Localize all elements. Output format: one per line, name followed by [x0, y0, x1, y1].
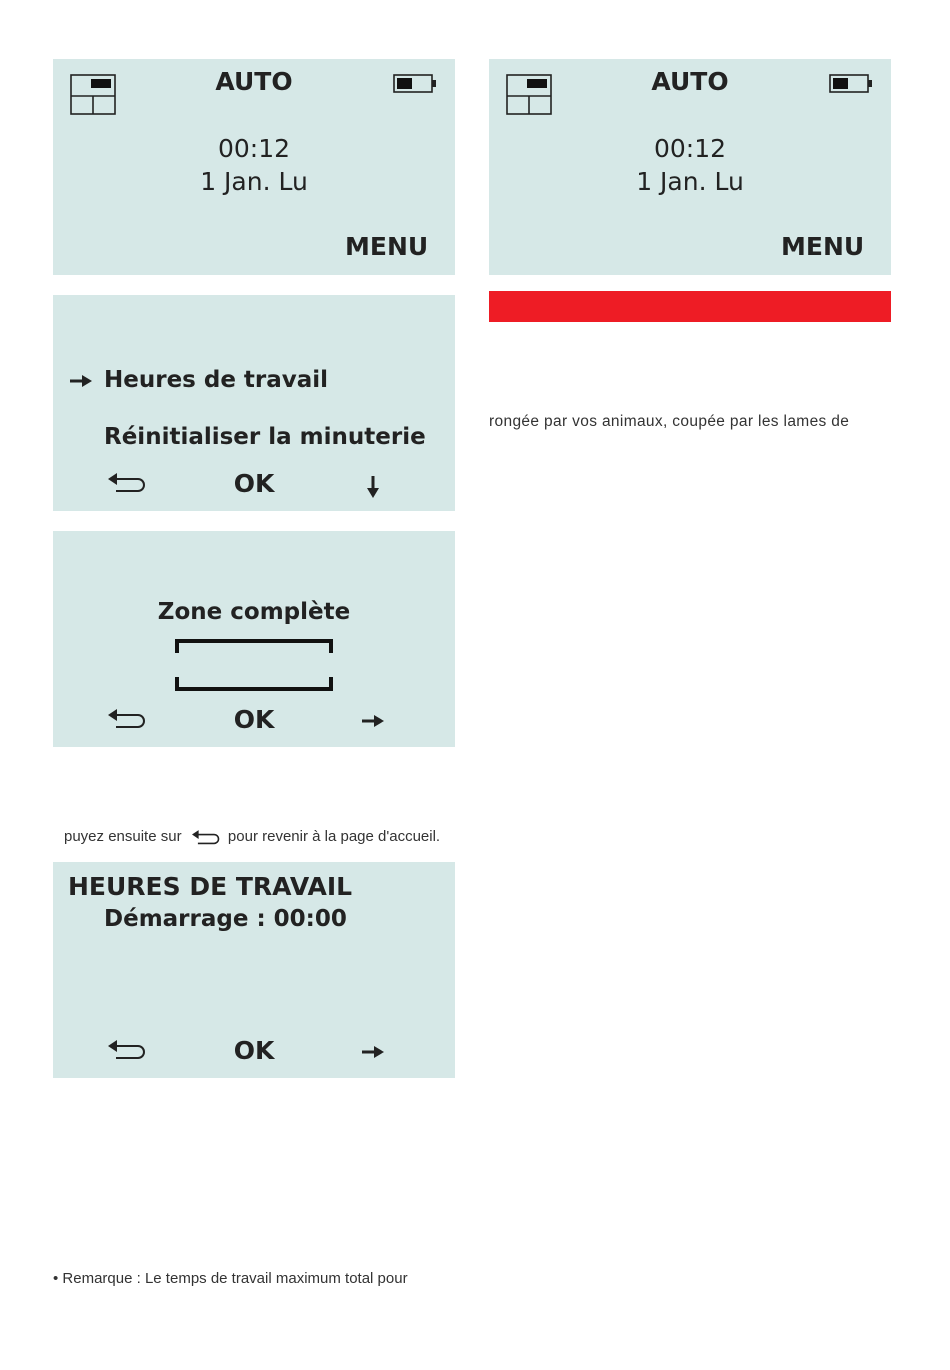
arrow-right-icon[interactable]	[361, 713, 385, 729]
back-arrow-icon[interactable]	[108, 708, 146, 730]
arrow-right-icon[interactable]	[361, 1044, 385, 1060]
home-screen-2	[489, 59, 891, 275]
zone-grid-icon	[70, 74, 116, 115]
back-arrow-icon[interactable]	[108, 472, 146, 494]
body-text-line: rongée par vos animaux, coupée par les lames de	[489, 413, 850, 430]
back-arrow-icon	[192, 829, 220, 846]
remark-text: • Remarque : Le temps de travail maximum total pour	[53, 1270, 408, 1287]
start-time-setting[interactable]: Démarrage : 00:00	[104, 906, 347, 932]
menu-item-reset-timer[interactable]: Réinitialiser la minuterie	[104, 424, 426, 450]
instruction-line	[64, 828, 440, 846]
zone-screen	[53, 531, 455, 747]
zone-label: Zone complète	[157, 599, 351, 625]
battery-icon	[393, 74, 437, 94]
clock-date: 1 Jan. Lu	[200, 167, 308, 196]
zone-grid-icon	[506, 74, 552, 115]
work-hours-screen	[53, 862, 455, 1078]
screen-title: HEURES DE TRAVAIL	[68, 872, 353, 901]
back-arrow-icon[interactable]	[108, 1039, 146, 1061]
mode-label: AUTO	[651, 67, 729, 96]
instruction-text-before: puyez ensuite sur	[64, 828, 182, 845]
menu-item-work-hours[interactable]: Heures de travail	[104, 367, 329, 393]
battery-icon	[829, 74, 873, 94]
menu-button[interactable]: MENU	[781, 232, 865, 261]
menu-screen	[53, 295, 455, 511]
ok-button[interactable]: OK	[233, 705, 275, 734]
instruction-text-after: pour revenir à la page d'accueil.	[227, 828, 441, 845]
ok-button[interactable]: OK	[233, 469, 275, 498]
mode-label: AUTO	[215, 67, 293, 96]
menu-button[interactable]: MENU	[345, 232, 429, 261]
arrow-down-icon[interactable]	[366, 475, 380, 499]
clock-date: 1 Jan. Lu	[636, 167, 744, 196]
clock-time: 00:12	[653, 134, 727, 163]
home-screen-1	[53, 59, 455, 275]
ok-button[interactable]: OK	[233, 1036, 275, 1065]
section-header-bar	[489, 291, 891, 322]
zone-bracket-icon	[174, 637, 334, 693]
clock-time: 00:12	[217, 134, 291, 163]
arrow-right-icon	[69, 373, 93, 389]
